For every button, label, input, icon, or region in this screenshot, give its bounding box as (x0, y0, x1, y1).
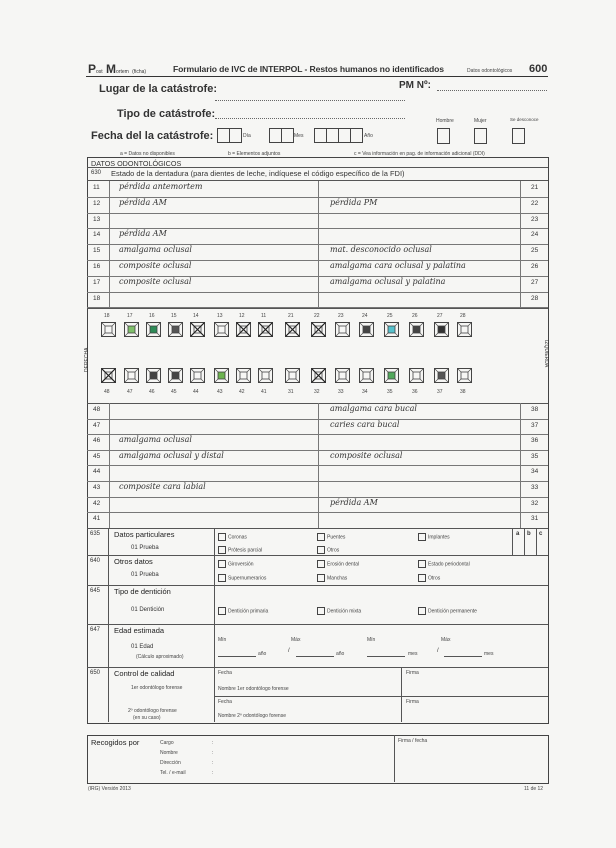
tipo-field[interactable] (215, 118, 405, 119)
lower-tooth[interactable] (285, 368, 300, 383)
chart-tooth-number: 27 (437, 313, 443, 319)
s640-opt-4[interactable]: Supernumerarios (218, 574, 266, 582)
col-fields (214, 528, 215, 722)
rule-640 (87, 555, 548, 556)
s647-title: Edad estimada (114, 626, 165, 635)
tooth-number-right: 34 (531, 468, 539, 476)
tooth-number-left: 44 (93, 468, 101, 476)
tooth-row (87, 512, 548, 528)
tooth-row (87, 465, 548, 481)
row-divider (520, 292, 521, 308)
abc-b[interactable]: b (527, 531, 531, 537)
tipo-label: Tipo de catástrofe: (117, 108, 216, 120)
dia-label: Día (243, 133, 251, 139)
s647-ano-2: año (336, 651, 345, 657)
recogidos-direccion: Dirección (160, 760, 181, 766)
footer-right: 11 de 12 (524, 786, 544, 792)
brand-small: (ficha) (132, 69, 147, 75)
legend-c: c = Vea información en pag. de información adicional (DDI) (354, 151, 485, 157)
s640-opt-2[interactable]: Erosión dental (317, 560, 359, 568)
s647-slash-1: / (288, 648, 290, 654)
row-divider (109, 228, 110, 244)
row-divider (520, 181, 521, 197)
lower-tooth[interactable] (236, 368, 251, 383)
recogidos-tel: Tel. / e-mail (160, 770, 186, 776)
brand-p: P (88, 62, 97, 76)
s635-title: Datos particulares (114, 530, 175, 539)
tooth-row (87, 228, 548, 244)
tooth-note-right[interactable]: amalgama oclusal y palatina (330, 276, 446, 286)
lower-tooth[interactable] (409, 368, 424, 383)
tooth-note-left[interactable]: composite cara labial (119, 482, 206, 491)
chart-tooth-number: 35 (387, 389, 393, 395)
row-divider (318, 403, 319, 419)
abc-col-1 (512, 528, 513, 555)
row-divider (109, 512, 110, 528)
s640-opt-6[interactable]: Otros (418, 574, 440, 582)
s650-sub1: 1er odontólogo forense (131, 685, 183, 691)
tooth-row (87, 403, 548, 419)
chart-tooth-number: 42 (239, 389, 245, 395)
tooth-number-left: 47 (93, 421, 101, 429)
s635-opt-5[interactable]: Otros (317, 546, 339, 554)
tooth-note-right[interactable]: composite oclusal (330, 450, 403, 460)
row-divider (109, 292, 110, 308)
chart-tooth-number: 41 (261, 389, 267, 395)
row-divider (318, 465, 319, 481)
lower-tooth[interactable] (384, 368, 399, 383)
tooth-note-left[interactable]: amalgama oclusal (119, 435, 192, 445)
row-divider (109, 181, 110, 197)
tooth-row (87, 434, 548, 450)
s645-opt-3[interactable]: Dentición permanente (418, 607, 477, 615)
chart-tooth-number: 47 (127, 389, 133, 395)
s635-opt-2[interactable]: Puentes (317, 533, 345, 541)
row-divider (520, 228, 521, 244)
s645-opt-2[interactable]: Dentición mixta (317, 607, 361, 615)
legend-b: b = Elementos adjuntos (228, 151, 281, 157)
chart-tooth-number: 13 (217, 313, 223, 319)
chart-tooth-number: 21 (288, 313, 294, 319)
lower-tooth[interactable] (457, 368, 472, 383)
row-divider (318, 497, 319, 513)
mes-label: Mes (294, 133, 304, 139)
tooth-note-right[interactable]: pérdida PM (330, 197, 378, 207)
chart-tooth-number: 11 (261, 313, 267, 319)
lower-tooth[interactable] (434, 368, 449, 383)
tooth-note-right[interactable]: caries cara bucal (330, 419, 400, 429)
tooth-number-right: 24 (531, 231, 539, 239)
rule-650 (87, 667, 548, 668)
mes-box-2[interactable] (281, 128, 294, 143)
s647-min-month-field[interactable] (367, 656, 405, 657)
tooth-row (87, 244, 548, 260)
tooth-number-right: 21 (531, 184, 539, 191)
s650-nombre-1: Nombre 1er odontólogo forense (218, 686, 289, 692)
tooth-number-left: 13 (93, 215, 101, 223)
s650-sub2: 2º odontólogo forense (128, 708, 177, 714)
chart-tooth-number: 31 (288, 389, 294, 395)
form-title: Formulario de IVC de INTERPOL - Restos humanos no identificados (173, 64, 444, 74)
row-divider (520, 260, 521, 276)
s635-opt-1[interactable]: Coronas (218, 533, 247, 541)
ano-label: Año (364, 133, 373, 139)
row-divider (109, 419, 110, 435)
s645-title: Tipo de dentición (114, 587, 171, 596)
upper-tooth[interactable] (146, 322, 161, 337)
row-divider (318, 276, 319, 292)
tooth-number-left: 17 (93, 278, 101, 286)
chart-tooth-number: 24 (362, 313, 368, 319)
row-divider (318, 450, 319, 466)
tooth-number-right: 23 (531, 215, 539, 223)
footer-left: (IRG) Versión 2013 (88, 786, 131, 792)
lower-tooth[interactable] (258, 368, 273, 383)
tooth-number-left: 16 (93, 263, 101, 270)
tooth-number-right: 35 (531, 452, 539, 460)
chart-tooth-number: 12 (239, 313, 245, 319)
tooth-number-right: 37 (531, 421, 539, 429)
chart-tooth-number: 45 (171, 389, 177, 395)
row-divider (318, 181, 319, 197)
recogidos-nombre: Nombre (160, 750, 178, 756)
recogidos-cargo: Cargo (160, 740, 174, 746)
tooth-row (87, 213, 548, 229)
row-divider (318, 260, 319, 276)
abc-col-3 (536, 528, 537, 555)
s640-code: 640 (90, 558, 101, 564)
tooth-row (87, 497, 548, 513)
chart-tooth-number: 16 (149, 313, 155, 319)
upper-tooth[interactable] (124, 322, 139, 337)
tooth-number-left: 48 (93, 406, 101, 413)
tooth-number-left: 15 (93, 247, 101, 255)
chart-tooth-number: 17 (127, 313, 133, 319)
row-divider (520, 512, 521, 528)
recogidos-colon-2: : (212, 750, 214, 756)
tooth-note-left[interactable]: amalgama oclusal (119, 245, 192, 255)
recogidos-colon-3: : (212, 760, 214, 766)
row-divider (520, 403, 521, 419)
tooth-number-right: 33 (531, 484, 539, 491)
tooth-note-left[interactable]: pérdida antemortem (119, 182, 203, 191)
abc-a[interactable]: a (516, 531, 520, 537)
mujer-label: Mujer (474, 118, 487, 124)
s647-min-1: Mín (218, 637, 227, 643)
s645-sub: 01 Dentición (131, 607, 165, 613)
brand-logo (88, 62, 146, 76)
brand-ost: ost (96, 69, 103, 75)
tooth-note-left[interactable]: amalgama oclusal y distal (119, 450, 224, 460)
chart-tooth-number: 25 (387, 313, 393, 319)
desconocido-label: Se desconoce (510, 117, 539, 122)
tooth-number-right: 32 (531, 499, 539, 507)
row-divider (520, 419, 521, 435)
row-divider (520, 244, 521, 260)
lower-tooth[interactable] (101, 368, 116, 383)
chart-tooth-number: 34 (362, 389, 368, 395)
s647-code: 647 (90, 627, 101, 633)
upper-tooth[interactable] (258, 322, 273, 337)
s640-opt-3[interactable]: Estado periodontal (418, 560, 470, 568)
row-divider (318, 197, 319, 213)
tooth-row (87, 181, 548, 197)
hombre-checkbox[interactable] (437, 128, 450, 144)
s647-max-1: Máx (291, 637, 301, 643)
s650-fecha-2: Fecha (218, 699, 232, 705)
tooth-number-left: 46 (93, 437, 101, 445)
page-code: 600 (529, 63, 548, 75)
recogidos-colon-4: : (212, 770, 214, 776)
row-divider (318, 434, 319, 450)
tooth-note-right[interactable]: mat. desconocido oclusal (330, 245, 432, 255)
chart-tooth-number: 36 (412, 389, 418, 395)
s635-sub: 01 Prueba (131, 545, 159, 551)
row-divider (109, 244, 110, 260)
mujer-checkbox[interactable] (474, 128, 487, 144)
tooth-row (87, 481, 548, 497)
s647-max-year-field[interactable] (296, 656, 334, 657)
tooth-number-left: 14 (93, 231, 101, 239)
legend-a: a = Datos no disponibles (120, 151, 175, 157)
recogidos-colon-1: : (212, 740, 214, 746)
tooth-number-right: 27 (531, 278, 539, 286)
tooth-number-right: 31 (531, 515, 539, 523)
upper-tooth[interactable] (190, 322, 205, 337)
row-divider (109, 197, 110, 213)
s630-title: Estado de la dentadura (para dientes de leche, indíquese el código específico de la FDI) (111, 169, 405, 178)
chart-tooth-number: 33 (338, 389, 344, 395)
s647-min-2: Mín (367, 637, 376, 643)
s645-opt-1[interactable]: Dentición primaria (218, 607, 268, 615)
rule-645 (87, 585, 548, 586)
row-divider (109, 465, 110, 481)
tooth-number-right: 38 (531, 406, 539, 413)
s647-mes-1: mes (408, 651, 418, 657)
upper-tooth[interactable] (335, 322, 350, 337)
s635-opt-4[interactable]: Prótesis parcial (218, 546, 262, 554)
s650-fecha-1: Fecha (218, 670, 232, 676)
row-divider (520, 197, 521, 213)
row-divider (520, 434, 521, 450)
abc-c[interactable]: c (539, 531, 543, 537)
tooth-row (87, 276, 548, 292)
s650-code: 650 (90, 670, 101, 676)
brand-ortem: ortem (116, 69, 129, 75)
lower-tooth[interactable] (214, 368, 229, 383)
upper-tooth[interactable] (168, 322, 183, 337)
tooth-number-right: 28 (531, 294, 539, 302)
lower-tooth[interactable] (124, 368, 139, 383)
tooth-row (87, 450, 548, 466)
s650-firma-2: Firma (406, 699, 419, 705)
header-rule (86, 76, 548, 77)
side-left-label: IZQUIERDA (543, 340, 549, 368)
s640-opt-1[interactable]: Giroversión (218, 560, 254, 568)
lugar-label: Lugar de la catástrofe: (99, 83, 217, 95)
tooth-number-left: 18 (93, 294, 101, 302)
tooth-row (87, 419, 548, 435)
tooth-note-right[interactable]: pérdida AM (330, 497, 378, 507)
chart-tooth-number: 46 (149, 389, 155, 395)
row-divider (109, 260, 110, 276)
s647-min-year-field[interactable] (218, 656, 256, 657)
upper-tooth[interactable] (434, 322, 449, 337)
form-page-small: Datos odontológicos (467, 68, 513, 74)
chart-tooth-number: 43 (217, 389, 223, 395)
row-divider (109, 213, 110, 229)
tooth-row (87, 260, 548, 276)
chart-tooth-number: 22 (314, 313, 320, 319)
upper-tooth[interactable] (409, 322, 424, 337)
abc-col-2 (524, 528, 525, 555)
row-divider (318, 213, 319, 229)
hombre-label: Hombre (436, 118, 454, 124)
upper-tooth[interactable] (214, 322, 229, 337)
row-divider (318, 292, 319, 308)
col-sections (108, 528, 109, 722)
row-divider (318, 512, 319, 528)
recogidos-firma-fecha: Firma / fecha (398, 738, 428, 744)
row-divider (520, 450, 521, 466)
lower-tooth[interactable] (168, 368, 183, 383)
tooth-number-right: 25 (531, 247, 539, 255)
s635-code: 635 (90, 531, 101, 537)
chart-tooth-number: 48 (104, 389, 110, 395)
rule-635 (87, 528, 548, 529)
row-divider (318, 244, 319, 260)
row-divider (318, 228, 319, 244)
row-divider (109, 403, 110, 419)
s647-sub: 01 Edad (131, 644, 154, 650)
ano-box-4[interactable] (350, 128, 363, 143)
recogidos-label: Recogidos por (91, 738, 140, 747)
chart-tooth-number: 28 (460, 313, 466, 319)
chart-tooth-number: 26 (412, 313, 418, 319)
chart-tooth-number: 23 (338, 313, 344, 319)
s650-sub2b: (en su caso) (133, 715, 161, 721)
s647-mes-2: mes (484, 651, 494, 657)
s630-code: 630 (91, 170, 102, 176)
tooth-number-right: 26 (531, 263, 539, 270)
section-title: DATOS ODONTOLÓGICOS (91, 159, 182, 168)
tooth-note-right[interactable]: amalgama cara bucal (330, 404, 417, 413)
lower-tooth[interactable] (359, 368, 374, 383)
s635-opt-3[interactable]: Implantes (418, 533, 450, 541)
row-divider (109, 276, 110, 292)
s645-code: 645 (90, 588, 101, 594)
upper-tooth[interactable] (384, 322, 399, 337)
upper-tooth[interactable] (285, 322, 300, 337)
lugar-field[interactable] (215, 100, 405, 101)
lower-tooth[interactable] (335, 368, 350, 383)
tooth-note-left[interactable]: composite oclusal (119, 276, 192, 286)
rule-647 (87, 624, 548, 625)
upper-tooth[interactable] (457, 322, 472, 337)
tooth-number-left: 45 (93, 452, 101, 460)
row-divider (318, 481, 319, 497)
tooth-number-right: 36 (531, 437, 539, 445)
upper-tooth[interactable] (311, 322, 326, 337)
brand-m: M (106, 62, 117, 76)
s647-ano-1: año (258, 651, 267, 657)
chart-tooth-number: 38 (460, 389, 466, 395)
s640-opt-5[interactable]: Manchas (317, 574, 347, 582)
pm-field[interactable] (437, 90, 547, 91)
s647-slash-2: / (437, 648, 439, 654)
row-divider (318, 419, 319, 435)
upper-tooth[interactable] (236, 322, 251, 337)
recogidos-col (394, 735, 395, 782)
upper-tooth[interactable] (101, 322, 116, 337)
chart-tooth-number: 15 (171, 313, 177, 319)
tooth-number-right: 22 (531, 199, 539, 207)
tooth-number-left: 42 (93, 499, 101, 507)
fecha-label: Fecha del la catástrofe: (91, 130, 214, 142)
row-divider (520, 213, 521, 229)
chart-tooth-number: 37 (437, 389, 443, 395)
rule-650-mid (214, 696, 548, 697)
s650-firma-1: Firma (406, 670, 419, 676)
s640-title: Otros datos (114, 557, 153, 566)
side-right-label: DERECHA (84, 347, 90, 372)
row-divider (109, 434, 110, 450)
s647-max-2: Máx (441, 637, 451, 643)
tooth-number-left: 11 (93, 184, 100, 191)
row-divider (109, 481, 110, 497)
tooth-note-left[interactable]: pérdida AM (119, 197, 167, 207)
row-divider (520, 465, 521, 481)
tooth-number-left: 43 (93, 484, 101, 491)
rule-chart-top (87, 308, 548, 309)
chart-tooth-number: 32 (314, 389, 320, 395)
tooth-number-left: 12 (93, 199, 101, 207)
chart-tooth-number: 44 (193, 389, 199, 395)
chart-tooth-number: 18 (104, 313, 110, 319)
pm-label: PM Nº: (399, 80, 431, 91)
tooth-row (87, 292, 548, 308)
tooth-row (87, 197, 548, 213)
s647-sub2: (Cálculo aproximado) (136, 654, 184, 660)
row-divider (109, 450, 110, 466)
upper-tooth[interactable] (359, 322, 374, 337)
tooth-note-left[interactable]: pérdida AM (119, 229, 167, 239)
tooth-note-right[interactable]: amalgama cara oclusal y palatina (330, 261, 466, 270)
desconocido-checkbox[interactable] (512, 128, 525, 144)
s650-title: Control de calidad (114, 669, 175, 678)
dia-box-2[interactable] (229, 128, 242, 143)
lower-tooth[interactable] (190, 368, 205, 383)
tooth-number-left: 41 (93, 515, 101, 523)
recogidos-frame (87, 735, 549, 784)
s640-sub: 01 Prueba (131, 572, 159, 578)
row-divider (520, 481, 521, 497)
s650-firma-col (401, 667, 402, 722)
chart-tooth-number: 14 (193, 313, 199, 319)
row-divider (109, 497, 110, 513)
row-divider (520, 497, 521, 513)
s647-max-month-field[interactable] (444, 656, 482, 657)
lower-tooth[interactable] (146, 368, 161, 383)
lower-tooth[interactable] (311, 368, 326, 383)
s650-nombre-2: Nombre 2º odontólogo forense (218, 713, 286, 719)
rule-section (87, 167, 548, 168)
tooth-note-left[interactable]: composite oclusal (119, 261, 192, 270)
row-divider (520, 276, 521, 292)
